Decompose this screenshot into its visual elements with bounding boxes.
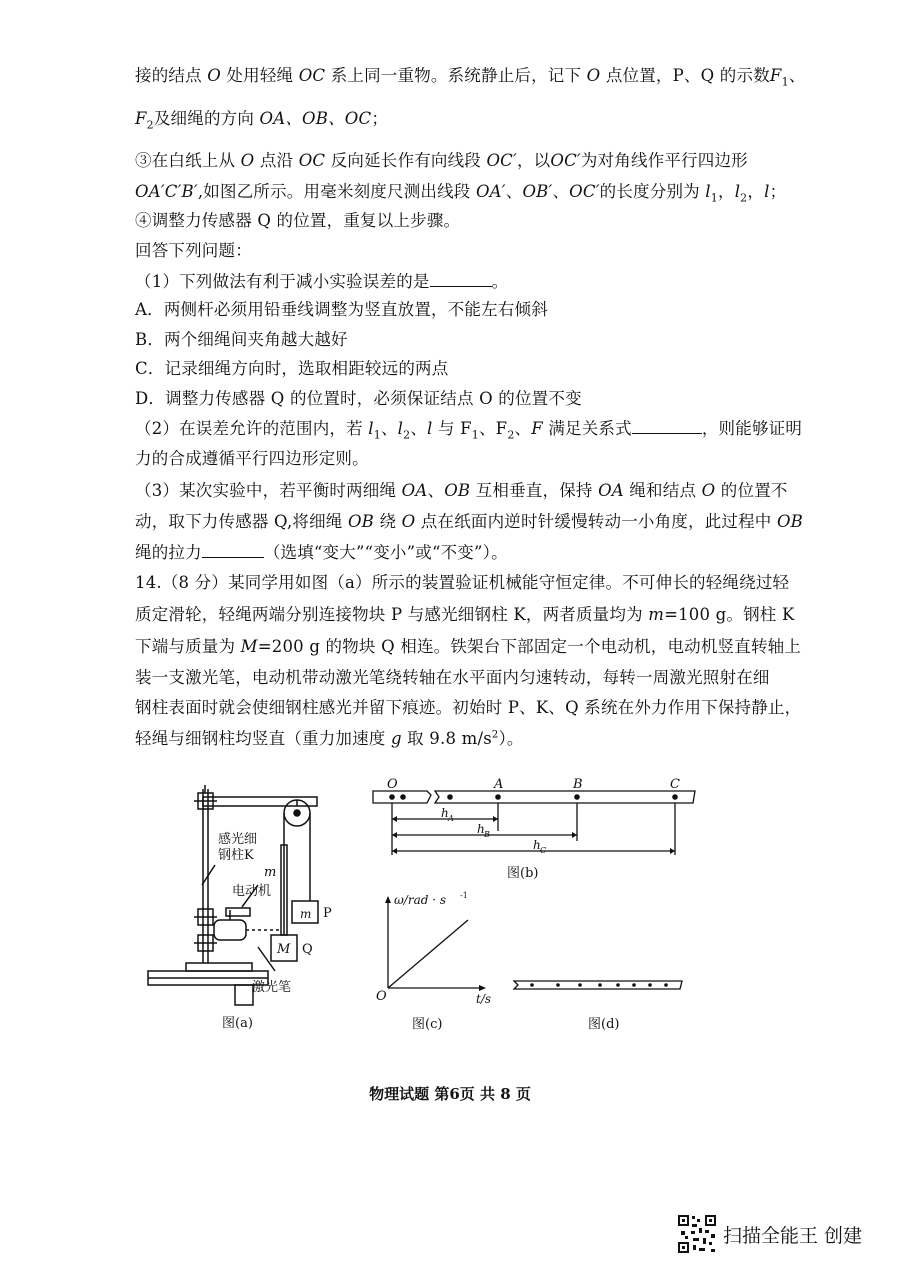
text: 取 9.8 m/s: [401, 729, 492, 748]
text: OC′: [569, 182, 600, 201]
text: 、: [788, 66, 806, 85]
arrow: [670, 848, 675, 854]
text: 、: [380, 419, 398, 438]
y-axis-label-sup: -1: [460, 891, 468, 900]
text: 、: [410, 419, 428, 438]
label-hb: h: [477, 822, 485, 836]
text: OA′: [475, 182, 506, 201]
label-ha-sub: A: [448, 814, 454, 823]
label-ha: h: [441, 806, 449, 820]
text: OB: [347, 512, 375, 531]
answer-blank: [430, 272, 492, 287]
question-2-cont: 力的合成遵循平行四边形定则。: [135, 449, 369, 468]
mark-o2: [400, 794, 406, 800]
option-a: A．两侧杆必须用铅垂线调整为竖直放置，不能左右倾斜: [135, 300, 548, 319]
label-a: A: [494, 777, 504, 792]
label-hc: h: [533, 838, 541, 852]
text: 为对角线作平行四边形: [580, 151, 748, 170]
label-p: P: [323, 906, 332, 921]
text: 点沿: [254, 151, 299, 170]
question-3-line-2: [135, 508, 803, 532]
text-line-3: [135, 147, 748, 171]
text: ，以: [516, 151, 551, 170]
text-line-1: [135, 62, 805, 88]
text: 满足关系式: [542, 419, 632, 438]
text: l: [368, 419, 374, 438]
text: 、: [552, 182, 570, 201]
figure-c-graph: [372, 890, 502, 1035]
text: 、: [514, 419, 532, 438]
text: F: [135, 109, 147, 128]
text: OC: [298, 66, 326, 85]
column-strip: [514, 981, 682, 989]
figure-b-trace: [365, 775, 710, 885]
block-p-label: m: [300, 907, 312, 921]
text: g: [390, 729, 402, 748]
label-sensor-line1: 感光细: [218, 832, 258, 847]
figure-d-column: [510, 975, 690, 1035]
text: F: [531, 419, 543, 438]
text: OB′: [522, 182, 553, 201]
caption-c: 图(c): [412, 1017, 443, 1032]
text: 互相垂直，保持: [470, 481, 599, 500]
text: =100 g。钢柱 K: [664, 605, 795, 624]
base-top: [186, 963, 252, 971]
text: 及细绳的方向: [153, 109, 260, 128]
arrow: [392, 832, 397, 838]
question-14-line-5: 钢柱表面时就会使细钢柱感光并留下痕迹。初始时 P、K、Q 系统在外力作用下保持静止，: [135, 698, 802, 717]
text: 2: [491, 729, 499, 741]
text: 反向延长作有向线段: [325, 151, 487, 170]
option-d: D．调整力传感器 Q 的位置时，必须保证结点 O 的位置不变: [135, 389, 582, 408]
label-motor: 电动机: [232, 884, 272, 899]
x-arrow: [479, 985, 486, 991]
text: 、: [427, 481, 445, 500]
text: 质定滑轮，轻绳两端分别连接物块 P 与感光细钢柱 K，两者质量均为: [135, 605, 649, 624]
text-line-4: [135, 178, 786, 204]
text: l: [397, 419, 404, 438]
column-strip-right: [435, 791, 695, 803]
text: l: [427, 419, 433, 438]
text: =200 g 的物块 Q 相连。铁架台下部固定一个电动机，电动机竖直转轴上: [257, 637, 802, 656]
text: 1: [710, 191, 718, 205]
text: OC: [298, 151, 326, 170]
x-axis-label: t/s: [476, 992, 492, 1006]
caption-d: 图(d): [588, 1017, 620, 1032]
text: （选填“变大”“变小”或“不变”）。: [263, 543, 508, 562]
mark-c: [672, 794, 678, 800]
label-c: C: [670, 777, 680, 792]
text: 2: [507, 428, 515, 442]
option-c: C．记录细绳方向时，选取相距较远的两点: [135, 359, 449, 378]
text: M: [240, 637, 258, 656]
text: OA: [401, 481, 428, 500]
text: 2: [740, 191, 748, 205]
question-14-line-6: [135, 725, 524, 749]
text: OA、OB、OC: [259, 109, 372, 128]
question-2: [135, 415, 802, 441]
page-footer: 物理试题 第6页 共 8 页: [369, 1085, 531, 1103]
question-14-line-1: 14.（8 分）某同学用如图（a）所示的装置验证机械能守恒定律。不可伸长的轻绳绕过轻: [135, 573, 790, 592]
scanner-watermark: [677, 1214, 862, 1254]
text: OC′: [550, 151, 581, 170]
text: 1: [471, 428, 479, 442]
text: OB: [444, 481, 471, 500]
scanner-text: 扫描全能王 创建: [723, 1224, 863, 1247]
text: O: [586, 66, 601, 85]
text: OA: [598, 481, 624, 500]
text: OB: [776, 512, 803, 531]
trace-marks: [530, 983, 668, 987]
text: ,如图乙所示。用毫米刻度尺测出线段: [197, 182, 476, 201]
text: O: [207, 66, 221, 85]
text: l: [734, 182, 741, 201]
y-arrow: [385, 896, 391, 903]
omega-line: [388, 920, 468, 988]
mark: [447, 794, 453, 800]
label-b: B: [573, 777, 583, 792]
text: 1: [373, 428, 381, 442]
question-14-line-3: [135, 633, 801, 657]
question-3-line-3: [135, 539, 508, 563]
text: O: [701, 481, 716, 500]
text-line-5: ④调整力传感器 Q 的位置，重复以上步骤。: [135, 211, 461, 230]
text: 系上同一重物。系统静止后，记下: [325, 66, 587, 85]
label-laser: 激光笔: [252, 980, 292, 995]
text: 。: [491, 272, 509, 291]
text: 点位置，P、Q 的示数: [600, 66, 770, 85]
text: m: [648, 605, 665, 624]
text: 绕: [374, 512, 402, 531]
question-14-line-2: [135, 601, 794, 625]
mark-o: [389, 794, 395, 800]
label-sensor-line2: 钢柱K: [218, 848, 254, 863]
text: 处用轻绳: [220, 66, 299, 85]
label-hc-sub: C: [540, 846, 547, 855]
origin-label: O: [376, 989, 387, 1004]
text-line-6: 回答下列问题：: [135, 241, 252, 260]
arrow: [392, 816, 397, 822]
mark-a: [495, 794, 501, 800]
arrow: [572, 832, 577, 838]
figure-a-apparatus: [140, 775, 340, 1035]
text: OA′C′B′: [135, 182, 198, 201]
option-b: B．两个细绳间夹角越大越好: [135, 330, 348, 349]
text: 绳和结点: [623, 481, 702, 500]
caption-a: 图(a): [222, 1016, 253, 1031]
question-1: [135, 268, 508, 292]
text: 的长度分别为: [599, 182, 706, 201]
question-3: [135, 477, 788, 501]
text-line-2: [135, 105, 388, 131]
y-axis-label: ω/rad · s: [394, 893, 447, 907]
qr-code-icon: [677, 1214, 717, 1254]
text: ）。: [498, 729, 524, 748]
text: O: [240, 151, 255, 170]
block-q-label: M: [277, 942, 291, 957]
answer-blank: [202, 543, 264, 558]
text: （1）下列做法有利于减小实验误差的是: [135, 272, 430, 291]
text: 下端与质量为: [135, 637, 241, 656]
text: OC′: [486, 151, 517, 170]
text: 绳的拉力: [135, 543, 202, 562]
text: 2: [146, 118, 154, 132]
text: （2）在误差允许的范围内，若: [135, 419, 369, 438]
text: 1: [781, 75, 789, 89]
arrow: [392, 848, 397, 854]
mark-b: [574, 794, 580, 800]
label-hb-sub: B: [484, 830, 490, 839]
text: 的位置不: [715, 481, 788, 500]
text: O: [401, 512, 416, 531]
label-q: Q: [302, 942, 313, 957]
top-arm: [203, 797, 317, 806]
text: 点在纸面内逆时针缓慢转动一小角度，此过程中: [415, 512, 777, 531]
text: 动，取下力传感器 Q,将细绳: [135, 512, 348, 531]
text: l: [705, 182, 711, 201]
answer-blank: [632, 419, 702, 434]
arrow: [493, 816, 498, 822]
text: 、: [505, 182, 523, 201]
text: （3）某次实验中，若平衡时两细绳: [135, 481, 402, 500]
text: 接的结点: [135, 66, 208, 85]
text: 与 F: [432, 419, 472, 438]
text: ，: [717, 182, 735, 201]
text: ；: [371, 109, 389, 128]
text: 、F: [478, 419, 508, 438]
text: 轻绳与细钢柱均竖直（重力加速度: [135, 729, 391, 748]
label-m: m: [264, 865, 277, 880]
text: ③在白纸上从: [135, 151, 241, 170]
text: ，则能够证明: [701, 419, 803, 438]
caption-b: 图(b): [507, 866, 539, 881]
text: 2: [403, 428, 411, 442]
question-14-line-4: 装一支激光笔，电动机带动激光笔绕转轴在水平面内匀速转动，每转一周激光照射在细: [135, 668, 770, 687]
text: ；: [769, 182, 787, 201]
label-o: O: [387, 777, 398, 792]
text: l: [764, 182, 770, 201]
motor: [214, 920, 246, 940]
text: F: [769, 66, 782, 85]
text: ，: [747, 182, 765, 201]
